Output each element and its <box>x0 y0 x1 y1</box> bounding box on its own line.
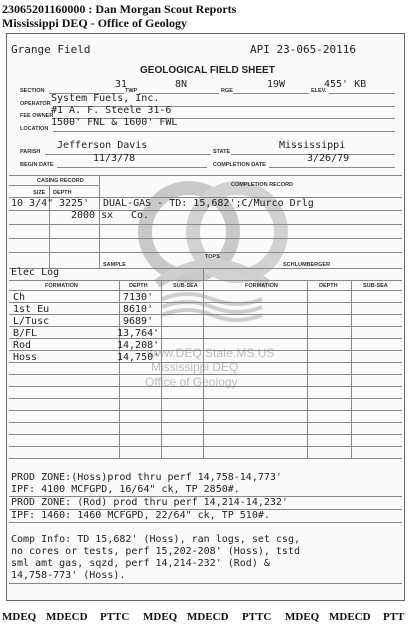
footer-tag: MDECD <box>187 611 229 623</box>
location-value: 1500' FNL & 1600' FWL <box>51 117 178 128</box>
operator-value: System Fuels, Inc. <box>51 93 160 104</box>
casing-depth-label: DEPTH <box>53 190 72 196</box>
tops-label: TOPS <box>205 254 220 260</box>
casing-size: 10 3/4" <box>11 198 54 209</box>
completion-date-label: COMPLETION DATE <box>213 162 266 168</box>
sample-label: SAMPLE <box>103 262 126 268</box>
casing-depth: 3225' <box>59 198 90 209</box>
remark-line: IPF: 1460: 1460 MCFGPD, 22/64" ck, TP 510#. <box>11 510 270 521</box>
elec-log-label: Elec Log <box>11 267 60 278</box>
field-sheet <box>6 33 405 601</box>
top-depth: 14,750' <box>117 352 160 363</box>
watermark-agency: Mississippi DEQ <box>151 360 239 374</box>
remark-line: PROD ZONE: (Rod) prod thru perf 14,214-14,232' <box>11 497 288 508</box>
begin-date-value: 11/3/78 <box>93 153 136 164</box>
location-label: LOCATION <box>20 126 49 132</box>
completion-record-line2: Co. <box>131 210 150 221</box>
rge-value: 19W <box>267 79 286 90</box>
elev-label: ELEV. <box>311 88 327 94</box>
footer-tag: MDECD <box>329 611 371 623</box>
begin-date-label: BEGIN DATE <box>20 162 54 168</box>
formation-header-schlumberger: FORMATION <box>245 283 278 289</box>
field-name: Grange Field <box>11 43 91 56</box>
fee-owner-label: FEE OWNER <box>20 113 54 119</box>
top-depth: 13,764' <box>117 328 160 339</box>
twp-label: TWP <box>125 88 138 94</box>
top-formation: Ch <box>13 292 26 303</box>
parish-value: Jefferson Davis <box>57 140 148 151</box>
report-header-subtitle: Mississippi DEQ - Office of Geology <box>2 16 187 30</box>
fee-owner-value: #1 A. F. Steele 31-6 <box>51 105 172 116</box>
top-formation: B/FL <box>13 328 38 339</box>
completion-record-label: COMPLETION RECORD <box>231 182 294 188</box>
remark-line: no cores or tests, perf 15,202-208' (Hoss), tstd <box>11 546 300 557</box>
schlumberger-label: SCHLUMBERGER <box>283 262 331 268</box>
casing-record-label: CASING RECORD <box>37 178 84 184</box>
top-depth: 14,208' <box>117 340 160 351</box>
footer-tag: MDEQ <box>143 611 178 623</box>
top-depth: 9689' <box>123 316 154 327</box>
watermark-url: www.DEQ.State.MS.US <box>147 346 275 360</box>
twp-value: 8N <box>175 79 188 90</box>
remark-line: sml amt gas, sqzd, perf 14,214-232' (Rod) & <box>11 558 270 569</box>
section-label: SECTION <box>20 88 45 94</box>
section-value: 31 <box>115 79 128 90</box>
top-formation: Rod <box>13 340 32 351</box>
rge-label: RGE <box>221 88 233 94</box>
sheet-title: GEOLOGICAL FIELD SHEET <box>140 65 275 76</box>
report-header-title: 23065201160000 : Dan Morgan Scout Reports <box>2 2 237 16</box>
state-label: STATE <box>213 149 231 155</box>
casing-sacks: 2000 sx <box>71 210 114 221</box>
footer-tag: PTTC <box>242 611 272 623</box>
footer-tag: PTTC <box>100 611 130 623</box>
state-value: Mississippi <box>279 140 346 151</box>
subsea-header-sample: SUB-SEA <box>173 283 198 289</box>
operator-label: OPERATOR <box>20 101 51 107</box>
remark-line: Comp Info: TD 15,682' (Hoss), ran logs, set csg, <box>11 534 300 545</box>
footer-tag: MDEQ <box>2 611 37 623</box>
remark-line: PROD ZONE:(Hoss)prod thru perf 14,758-14,773' <box>11 472 282 483</box>
casing-size-label: SIZE <box>33 190 46 196</box>
elev-value: 455' KB <box>324 79 367 90</box>
top-depth: 7130' <box>123 292 154 303</box>
top-formation: 1st Eu <box>13 304 50 315</box>
completion-record-line1: DUAL-GAS - TD: 15,682';C/Murco Drlg <box>103 198 314 209</box>
depth-header-sample: DEPTH <box>129 283 148 289</box>
footer-tag: PTT <box>383 611 405 623</box>
top-depth: 8610' <box>123 304 154 315</box>
formation-header-sample: FORMATION <box>45 283 78 289</box>
subsea-header-schlumberger: SUB-SEA <box>363 283 388 289</box>
top-formation: L/Tusc <box>13 316 50 327</box>
remark-line: IPF: 4100 MCFGPD, 16/64" ck, TP 2850#. <box>11 484 240 495</box>
completion-date-value: 3/26/79 <box>307 153 350 164</box>
parish-label: PARISH <box>20 149 41 155</box>
api-number: API 23-065-20116 <box>250 43 356 56</box>
top-formation: Hoss <box>13 352 38 363</box>
depth-header-schlumberger: DEPTH <box>319 283 338 289</box>
footer-tag: MDECD <box>46 611 88 623</box>
remark-line: 14,758-773' (Hoss). <box>11 570 126 581</box>
watermark-office: Office of Geology <box>145 375 238 389</box>
footer-tag: MDEQ <box>285 611 320 623</box>
